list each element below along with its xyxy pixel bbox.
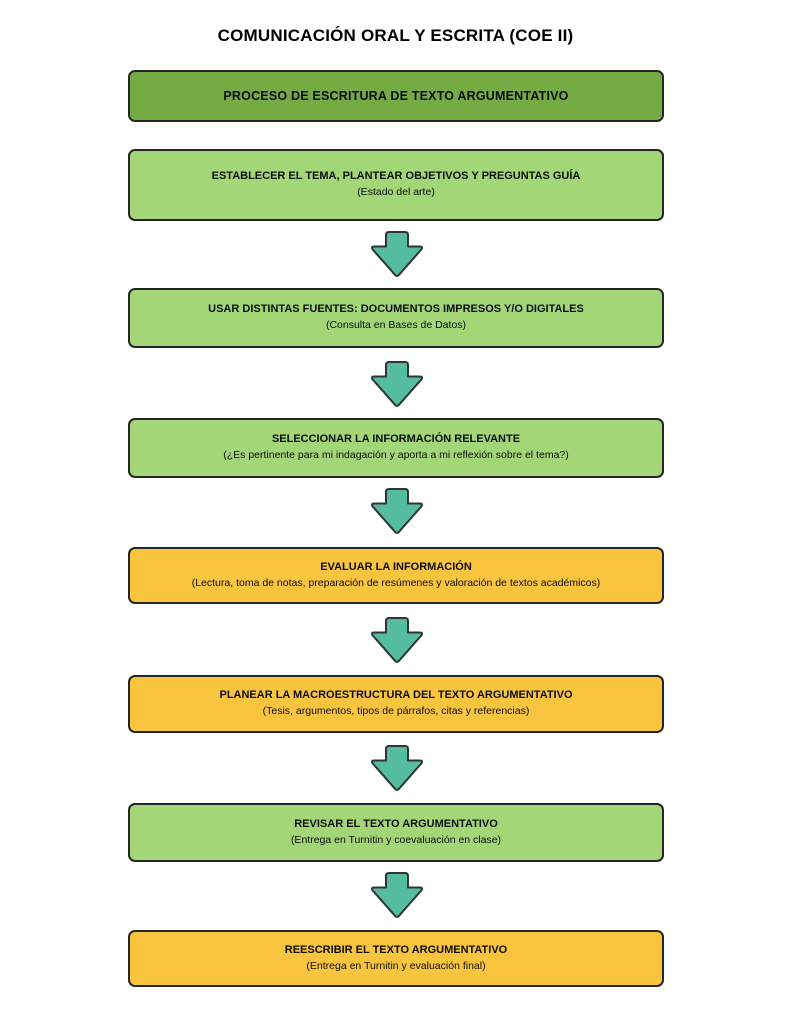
- step-box-evaluar-informacion: [128, 547, 664, 604]
- down-arrow-icon: [369, 487, 425, 535]
- step-subtitle: (Consulta en Bases de Datos): [325, 319, 467, 332]
- step-title: EVALUAR LA INFORMACIÓN: [320, 560, 472, 573]
- step-subtitle: (Entrega en Turnitin y coevaluación en clase): [290, 833, 502, 846]
- step-box-revisar-texto: [128, 803, 664, 862]
- down-arrow-icon: [369, 616, 425, 664]
- down-arrow-icon: [369, 360, 425, 408]
- step-subtitle: (Tesis, argumentos, tipos de párrafos, citas y referencias): [262, 705, 530, 718]
- step-title: ESTABLECER EL TEMA, PLANTEAR OBJETIVOS Y PREGUNTAS GUÍA: [211, 170, 581, 183]
- step-box-usar-fuentes: [128, 288, 664, 348]
- step-subtitle: (¿Es pertinente para mi indagación y aporta a mi reflexión sobre el tema?): [223, 449, 569, 462]
- step-subtitle: (Entrega en Turnitin y evaluación final): [306, 959, 486, 972]
- step-box-seleccionar-informacion: [128, 418, 664, 478]
- step-title: PLANEAR LA MACROESTRUCTURA DEL TEXTO ARGUMENTATIVO: [219, 689, 573, 702]
- step-title: REESCRIBIR EL TEXTO ARGUMENTATIVO: [284, 943, 508, 956]
- step-subtitle: (Estado del arte): [357, 186, 435, 199]
- process-header-box: [128, 70, 664, 122]
- process-header-label: PROCESO DE ESCRITURA DE TEXTO ARGUMENTATIVO: [223, 88, 569, 103]
- step-subtitle: (Lectura, toma de notas, preparación de resúmenes y valoración de textos académicos): [191, 576, 601, 589]
- step-title: USAR DISTINTAS FUENTES: DOCUMENTOS IMPRESOS Y/O DIGITALES: [208, 303, 584, 316]
- step-box-planear-macroestructura: [128, 675, 664, 733]
- page-title: COMUNICACIÓN ORAL Y ESCRITA (COE II): [217, 26, 574, 45]
- down-arrow-icon: [369, 871, 425, 919]
- step-box-reescribir-texto: [128, 930, 664, 987]
- step-title: REVISAR EL TEXTO ARGUMENTATIVO: [294, 817, 498, 830]
- down-arrow-icon: [369, 744, 425, 792]
- step-box-establecer-tema: [128, 149, 664, 221]
- step-title: SELECCIONAR LA INFORMACIÓN RELEVANTE: [271, 433, 521, 446]
- down-arrow-icon: [369, 230, 425, 278]
